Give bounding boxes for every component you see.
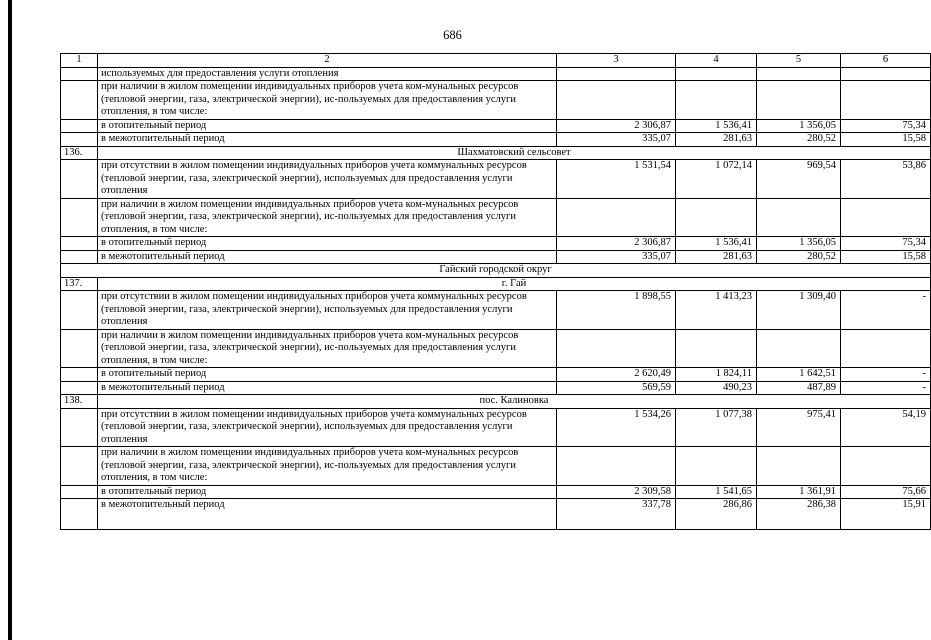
settlement-row <box>61 277 931 291</box>
tariff-table <box>60 53 931 530</box>
value-cell-col3 <box>557 67 676 81</box>
row-number-cell <box>61 67 98 81</box>
row-number-cell <box>61 499 98 530</box>
row-number-cell <box>61 408 98 447</box>
value-cell-col5: 1 309,40 <box>757 291 841 330</box>
value-cell-col6: 53,86 <box>841 160 931 199</box>
value-cell-col6: - <box>841 381 931 395</box>
value-cell-col6: 15,58 <box>841 133 931 147</box>
value-cell-col3 <box>557 329 676 368</box>
column-header: 5 <box>757 54 841 68</box>
table-row <box>61 447 931 486</box>
row-description-cell: в отопительный период <box>98 368 557 382</box>
value-cell-col3: 2 306,87 <box>557 119 676 133</box>
value-cell-col6: 75,66 <box>841 485 931 499</box>
value-cell-col5: 975,41 <box>757 408 841 447</box>
value-cell-col3 <box>557 81 676 120</box>
table-row <box>61 250 931 264</box>
row-number-cell <box>61 198 98 237</box>
value-cell-col4: 1 536,41 <box>676 237 757 251</box>
value-cell-col4: 281,63 <box>676 133 757 147</box>
settlement-row <box>61 146 931 160</box>
row-number-cell <box>61 329 98 368</box>
section-number-cell: 137. <box>61 277 98 291</box>
row-description-cell: при наличии в жилом помещении индивидуальных приборов учета ком-мунальных ресурсов (тепловой энергии, газа, электрической энергии), ис-пользуемых для предоставления услуги отопления, в том числе: <box>98 447 557 486</box>
table-row <box>61 291 931 330</box>
row-description-cell: в межотопительный период <box>98 499 557 530</box>
value-cell-col4 <box>676 81 757 120</box>
row-description-cell: при наличии в жилом помещении индивидуальных приборов учета ком-мунальных ресурсов (тепловой энергии, газа, электрической энергии), ис-пользуемых для предоставления услуги отопления, в том числе: <box>98 329 557 368</box>
value-cell-col4: 1 541,65 <box>676 485 757 499</box>
value-cell-col5 <box>757 329 841 368</box>
value-cell-col6: 75,34 <box>841 237 931 251</box>
value-cell-col5: 1 361,91 <box>757 485 841 499</box>
settlement-name-cell: г. Гай <box>98 277 931 291</box>
row-description-cell: при наличии в жилом помещении индивидуальных приборов учета ком-мунальных ресурсов (тепловой энергии, газа, электрической энергии), ис-пользуемых для предоставления услуги отопления, в том числе: <box>98 81 557 120</box>
value-cell-col3: 2 309,58 <box>557 485 676 499</box>
value-cell-col4: 1 536,41 <box>676 119 757 133</box>
value-cell-col6: 15,91 <box>841 499 931 530</box>
table-row <box>61 198 931 237</box>
value-cell-col4: 281,63 <box>676 250 757 264</box>
value-cell-col5: 1 642,51 <box>757 368 841 382</box>
row-number-cell <box>61 250 98 264</box>
table-row <box>61 160 931 199</box>
row-description-cell: используемых для предоставления услуги отопления <box>98 67 557 81</box>
value-cell-col3: 337,78 <box>557 499 676 530</box>
value-cell-col4: 1 824,11 <box>676 368 757 382</box>
row-number-cell <box>61 485 98 499</box>
value-cell-col5 <box>757 67 841 81</box>
value-cell-col5 <box>757 198 841 237</box>
binding-edge <box>8 0 12 640</box>
row-number-cell <box>61 160 98 199</box>
row-description-cell: в отопительный период <box>98 119 557 133</box>
row-number-cell <box>61 381 98 395</box>
row-description-cell: в отопительный период <box>98 237 557 251</box>
table-row <box>61 368 931 382</box>
column-number-row <box>61 54 931 68</box>
district-name-cell: Гайский городской округ <box>61 264 931 278</box>
column-header: 2 <box>98 54 557 68</box>
value-cell-col6 <box>841 198 931 237</box>
value-cell-col5 <box>757 81 841 120</box>
column-header: 3 <box>557 54 676 68</box>
row-number-cell <box>61 447 98 486</box>
table-row <box>61 499 931 530</box>
value-cell-col4: 1 077,38 <box>676 408 757 447</box>
value-cell-col3: 1 531,54 <box>557 160 676 199</box>
value-cell-col6: - <box>841 368 931 382</box>
value-cell-col5: 280,52 <box>757 133 841 147</box>
settlement-name-cell: Шахматовский сельсовет <box>98 146 931 160</box>
value-cell-col3 <box>557 447 676 486</box>
row-number-cell <box>61 81 98 120</box>
row-description-cell: в межотопительный период <box>98 250 557 264</box>
table-row <box>61 81 931 120</box>
table-body <box>61 54 931 530</box>
section-number-cell: 136. <box>61 146 98 160</box>
value-cell-col4 <box>676 67 757 81</box>
column-header: 4 <box>676 54 757 68</box>
value-cell-col3: 569,59 <box>557 381 676 395</box>
value-cell-col5 <box>757 447 841 486</box>
column-header: 6 <box>841 54 931 68</box>
value-cell-col5: 969,54 <box>757 160 841 199</box>
value-cell-col5: 1 356,05 <box>757 237 841 251</box>
value-cell-col3: 1 534,26 <box>557 408 676 447</box>
district-row <box>61 264 931 278</box>
row-number-cell <box>61 368 98 382</box>
value-cell-col4 <box>676 198 757 237</box>
value-cell-col6 <box>841 329 931 368</box>
row-description-cell: при наличии в жилом помещении индивидуальных приборов учета ком-мунальных ресурсов (тепловой энергии, газа, электрической энергии), ис-пользуемых для предоставления услуги отопления, в том числе: <box>98 198 557 237</box>
table-row <box>61 67 931 81</box>
column-header: 1 <box>61 54 98 68</box>
table-row <box>61 408 931 447</box>
value-cell-col6 <box>841 447 931 486</box>
value-cell-col5: 487,89 <box>757 381 841 395</box>
value-cell-col4: 286,86 <box>676 499 757 530</box>
table-row <box>61 381 931 395</box>
settlement-name-cell: пос. Калиновка <box>98 395 931 409</box>
page-number: 686 <box>443 28 462 42</box>
value-cell-col5: 286,38 <box>757 499 841 530</box>
value-cell-col3: 2 306,87 <box>557 237 676 251</box>
value-cell-col3: 335,07 <box>557 250 676 264</box>
table-row <box>61 485 931 499</box>
table-row <box>61 237 931 251</box>
value-cell-col5: 1 356,05 <box>757 119 841 133</box>
settlement-row <box>61 395 931 409</box>
value-cell-col4: 490,23 <box>676 381 757 395</box>
row-description-cell: в отопительный период <box>98 485 557 499</box>
table-row <box>61 133 931 147</box>
value-cell-col4: 1 072,14 <box>676 160 757 199</box>
table-row <box>61 119 931 133</box>
value-cell-col3 <box>557 198 676 237</box>
value-cell-col6: 54,19 <box>841 408 931 447</box>
row-number-cell <box>61 133 98 147</box>
value-cell-col4 <box>676 329 757 368</box>
row-description-cell: при отсутствии в жилом помещении индивидуальных приборов учета коммунальных ресурсов (тепловой энергии, газа, электрической энергии), используемых для предоставления услуги отопления <box>98 291 557 330</box>
value-cell-col6: - <box>841 291 931 330</box>
section-number-cell: 138. <box>61 395 98 409</box>
table-row <box>61 329 931 368</box>
row-description-cell: при отсутствии в жилом помещении индивидуальных приборов учета коммунальных ресурсов (тепловой энергии, газа, электрической энергии), используемых для предоставления услуги отопления <box>98 408 557 447</box>
row-description-cell: в межотопительный период <box>98 133 557 147</box>
row-description-cell: при отсутствии в жилом помещении индивидуальных приборов учета коммунальных ресурсов (тепловой энергии, газа, электрической энергии), используемых для предоставления услуги отопления <box>98 160 557 199</box>
value-cell-col3: 1 898,55 <box>557 291 676 330</box>
value-cell-col5: 280,52 <box>757 250 841 264</box>
value-cell-col6 <box>841 67 931 81</box>
value-cell-col6: 15,58 <box>841 250 931 264</box>
value-cell-col4: 1 413,23 <box>676 291 757 330</box>
value-cell-col4 <box>676 447 757 486</box>
value-cell-col6: 75,34 <box>841 119 931 133</box>
row-number-cell <box>61 119 98 133</box>
value-cell-col3: 335,07 <box>557 133 676 147</box>
value-cell-col6 <box>841 81 931 120</box>
row-number-cell <box>61 291 98 330</box>
value-cell-col3: 2 620,49 <box>557 368 676 382</box>
row-description-cell: в межотопительный период <box>98 381 557 395</box>
row-number-cell <box>61 237 98 251</box>
